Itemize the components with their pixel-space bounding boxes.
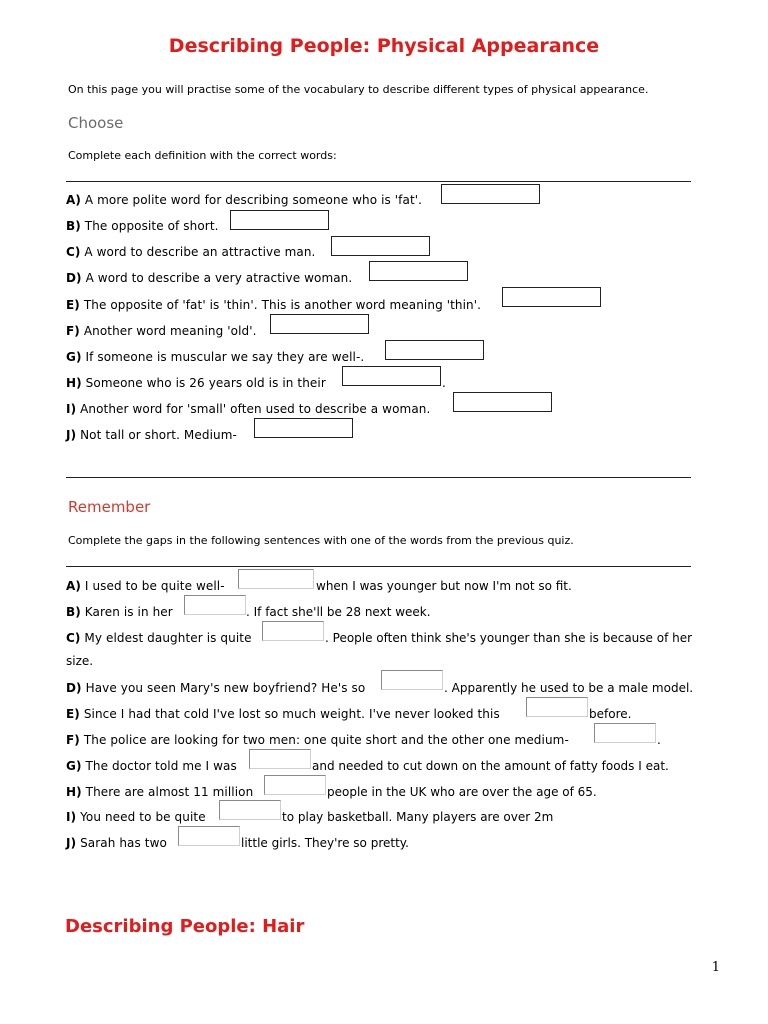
answer-field[interactable] [249,749,311,769]
answer-field[interactable] [331,236,430,256]
answer-field[interactable] [594,723,656,743]
quiz2-item-rest: size. [66,654,94,668]
quiz1-item: H) Someone who is 26 years old is in their [66,376,326,390]
quiz1-item: F) Another word meaning 'old'. [66,324,257,338]
quiz2-item-rest: . [657,733,661,747]
quiz1-item: C) A word to describe an attractive man. [66,245,316,259]
quiz1-item: A) A more polite word for describing someone who is 'fat'. [66,193,423,207]
answer-field[interactable] [219,800,281,820]
divider [66,566,691,567]
quiz2-item-rest: . If fact she'll be 28 next week. [246,605,431,619]
quiz1-item: B) The opposite of short. [66,219,219,233]
quiz2-item-rest: before. [589,707,632,721]
answer-field[interactable] [270,314,369,334]
answer-field[interactable] [441,184,540,204]
quiz2-item-rest: to play basketball. Many players are over 2m [282,810,554,824]
quiz2-item: C) My eldest daughter is quite [66,631,252,645]
answer-field[interactable] [262,621,324,641]
answer-field[interactable] [381,670,443,690]
quiz2-item-rest: . Apparently he used to be a male model. [444,681,694,695]
answer-field[interactable] [230,210,329,230]
quiz1-item: J) Not tall or short. Medium- [66,428,237,442]
quiz2-item: F) The police are looking for two men: one quite short and the other one medium- [66,733,569,747]
answer-field[interactable] [369,261,468,281]
answer-field[interactable] [385,340,484,360]
quiz1-item: I) Another word for 'small' often used to describe a woman. [66,402,431,416]
quiz2-item: J) Sarah has two [66,836,167,850]
quiz1-item: E) The opposite of 'fat' is 'thin'. This is another word meaning 'thin'. [66,298,482,312]
section-heading-remember: Remember [68,498,151,516]
quiz2-item-rest: . People often think she's younger than she is because of her [325,631,693,645]
answer-field[interactable] [264,775,326,795]
answer-field[interactable] [342,366,441,386]
section-heading-choose: Choose [68,114,124,132]
quiz1-instruction: Complete each definition with the correct words: [68,149,337,162]
divider [66,477,691,478]
quiz2-item: B) Karen is in her [66,605,173,619]
divider [66,181,691,182]
quiz2-item: I) You need to be quite [66,810,206,824]
quiz2-item-rest: and needed to cut down on the amount of fatty foods I eat. [312,759,669,773]
quiz1-item: G) If someone is muscular we say they are well-. [66,350,365,364]
answer-field[interactable] [238,569,314,589]
page-number: 1 [711,960,720,975]
section-heading-hair: Describing People: Hair [65,916,305,937]
quiz2-instruction: Complete the gaps in the following sentences with one of the words from the previous quiz. [68,534,574,547]
quiz2-item: A) I used to be quite well- [66,579,225,593]
quiz1-item: D) A word to describe a very atractive woman. [66,271,353,285]
quiz2-item-rest: little girls. They're so pretty. [241,836,409,850]
answer-field[interactable] [184,595,246,615]
quiz2-item: D) Have you seen Mary's new boyfriend? He's so [66,681,366,695]
answer-field[interactable] [453,392,552,412]
quiz2-item: G) The doctor told me I was [66,759,237,773]
page-title: Describing People: Physical Appearance [168,35,600,57]
quiz2-item-rest: when I was younger but now I'm not so fit. [316,579,572,593]
answer-field[interactable] [254,418,353,438]
quiz1-item-end: . [442,376,446,390]
quiz2-item-rest: people in the UK who are over the age of 65. [327,785,597,799]
answer-field[interactable] [178,826,240,846]
answer-field[interactable] [526,697,588,717]
quiz2-item: E) Since I had that cold I've lost so much weight. I've never looked this [66,707,500,721]
answer-field[interactable] [502,287,601,307]
quiz2-item: H) There are almost 11 million [66,785,254,799]
intro-text: On this page you will practise some of the vocabulary to describe different types of physical appearance. [68,83,649,96]
